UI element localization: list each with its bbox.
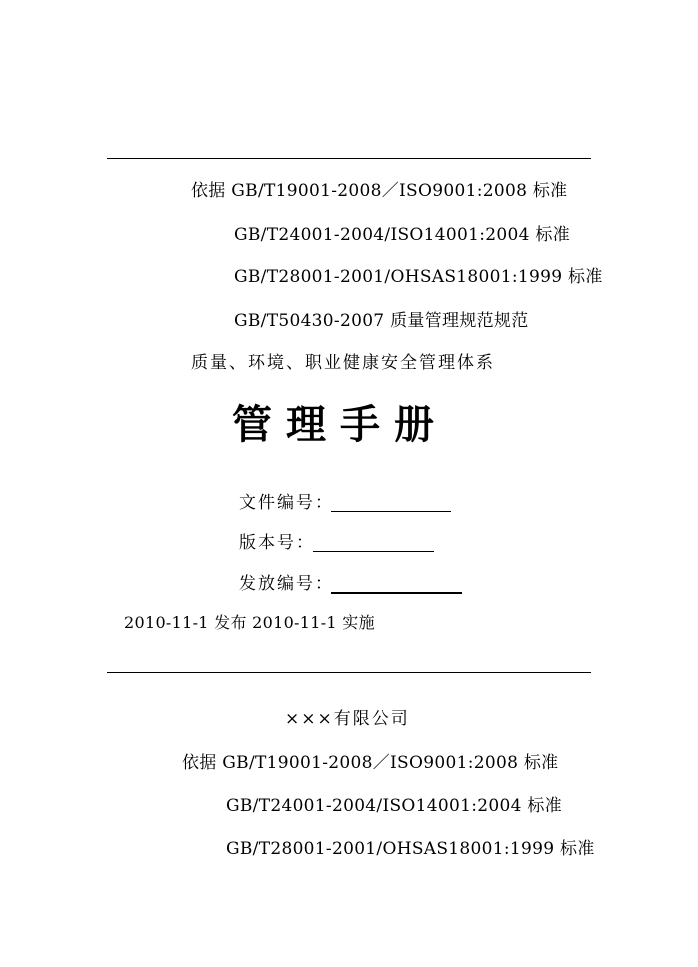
file-number-blank xyxy=(331,511,451,512)
issue-number-label: 发放编号： xyxy=(239,574,334,594)
issue-number-blank xyxy=(331,592,462,594)
system-title: 质量、环境、职业健康安全管理体系 xyxy=(191,353,495,373)
top-divider xyxy=(107,158,591,159)
company-name: ×××有限公司 xyxy=(285,709,410,729)
basis-line-3: GB/T28001-2001/OHSAS18001:1999 标准 xyxy=(234,267,603,287)
basis-line-2: GB/T24001-2004/ISO14001:2004 标准 xyxy=(234,225,571,245)
bottom-basis-line-1: 依据 GB/T19001-2008／ISO9001:2008 标准 xyxy=(182,753,559,773)
middle-divider xyxy=(107,672,591,673)
version-blank xyxy=(313,551,434,552)
bottom-basis-line-2: GB/T24001-2004/ISO14001:2004 标准 xyxy=(226,796,563,816)
basis-line-4: GB/T50430-2007 质量管理规范规范 xyxy=(234,311,529,331)
manual-title: 管理手册 xyxy=(232,402,448,448)
version-label: 版本号： xyxy=(239,533,315,553)
basis-line-1: 依据 GB/T19001-2008／ISO9001:2008 标准 xyxy=(191,181,568,201)
bottom-basis-line-3: GB/T28001-2001/OHSAS18001:1999 标准 xyxy=(226,839,595,859)
issue-dates: 2010-11-1 发布 2010-11-1 实施 xyxy=(124,613,375,632)
file-number-label: 文件编号： xyxy=(239,493,334,513)
